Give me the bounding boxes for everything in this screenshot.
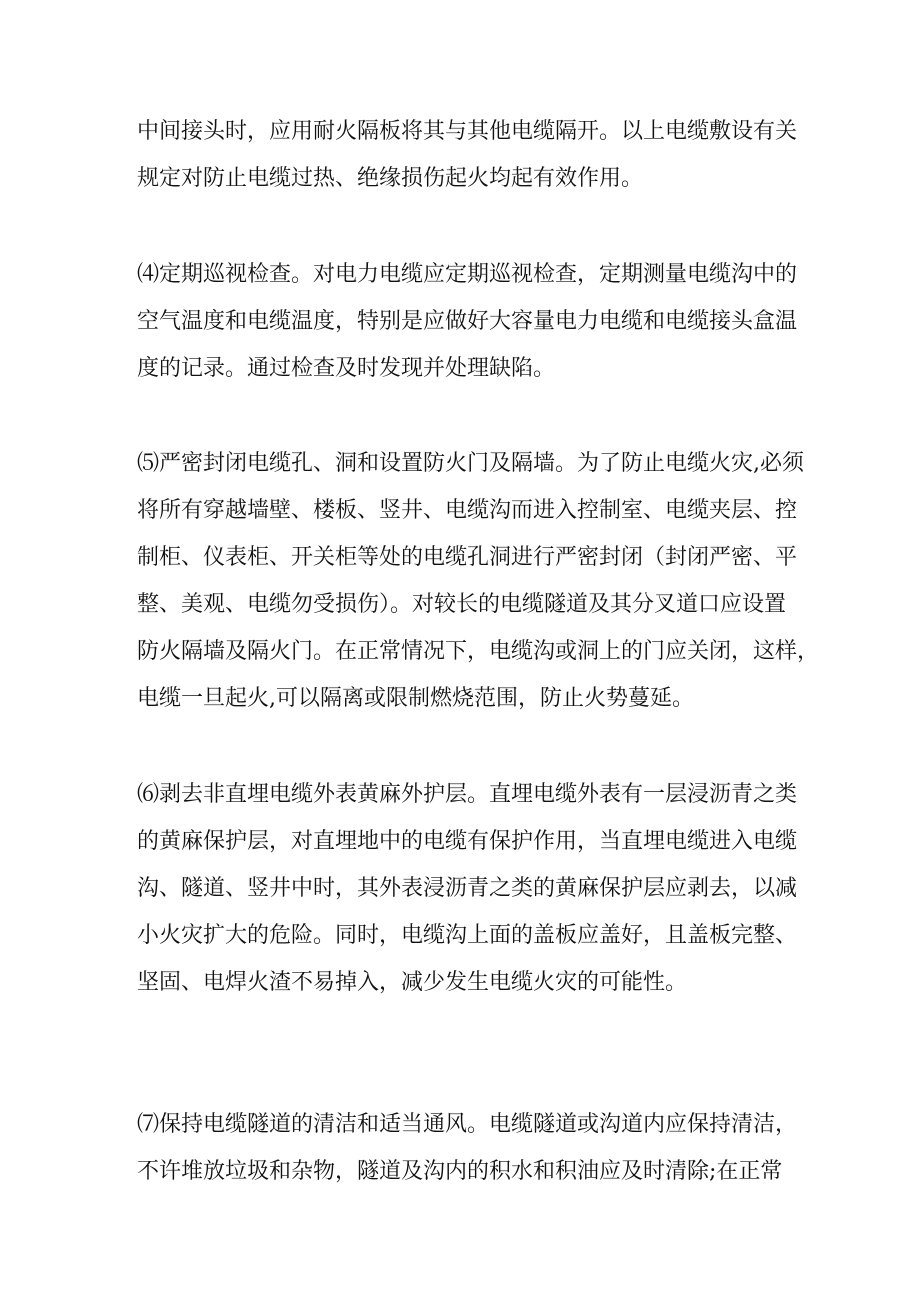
paragraph-remove-jute-layer	[137, 771, 817, 1006]
text-line: 防火隔墙及隔火门。在正常情况下，电缆沟或洞上的门应关闭，这样，	[137, 639, 820, 664]
text-line: ⑷定期巡视检查。对电力电缆应定期巡视检查，定期测量电缆沟中的	[137, 262, 798, 287]
text-line: 规定对防止电缆过热、绝缘损伤起火均起有效作用。	[137, 166, 644, 191]
text-line: 的黄麻保护层，对直埋地中的电缆有保护作用，当直埋电缆进入电缆	[137, 829, 798, 854]
text-line: ⑸严密封闭电缆孔、洞和设置防火门及隔墙。为了防止电缆火灾,必须	[137, 451, 804, 476]
text-line: 将所有穿越墙壁、楼板、竖井、电缆沟而进入控制室、电缆夹层、控	[137, 498, 798, 523]
text-line: ⑹剥去非直埋电缆外表黄麻外护层。直埋电缆外表有一层浸沥青之类	[137, 782, 798, 807]
paragraph-periodic-inspection	[137, 251, 817, 392]
text-line: 坚固、电焊火渣不易掉入，减少发生电缆火灾的可能性。	[137, 970, 688, 995]
paragraph-cable-joint-fire-barrier	[137, 108, 817, 202]
text-line: 沟、隧道、竖井中时，其外表浸沥青之类的黄麻保护层应剥去，以减	[137, 876, 798, 901]
text-line: 整、美观、电缆勿受损伤）。对较长的电缆隧道及其分叉道口应设置	[137, 592, 787, 617]
text-line: 制柜、仪表柜、开关柜等处的电缆孔洞进行严密封闭（封闭严密、平	[137, 545, 798, 570]
paragraph-seal-cable-holes	[137, 440, 820, 722]
text-line: 电缆一旦起火,可以隔离或限制燃烧范围，防止火势蔓延。	[137, 686, 694, 711]
text-line: 中间接头时，应用耐火隔板将其与其他电缆隔开。以上电缆敷设有关	[137, 119, 798, 144]
text-line: 度的记录。通过检查及时发现并处理缺陷。	[137, 356, 556, 381]
text-line: 小火灾扩大的危险。同时，电缆沟上面的盖板应盖好，且盖板完整、	[137, 923, 798, 948]
text-line: 不许堆放垃圾和杂物，隧道及沟内的积水和积油应及时清除;在正常	[137, 1159, 783, 1184]
paragraph-tunnel-cleanliness	[137, 1101, 817, 1195]
text-line: ⑺保持电缆隧道的清洁和适当通风。电缆隧道或沟道内应保持清洁，	[137, 1112, 798, 1137]
text-line: 空气温度和电缆温度，特别是应做好大容量电力电缆和电缆接头盒温	[137, 309, 798, 334]
